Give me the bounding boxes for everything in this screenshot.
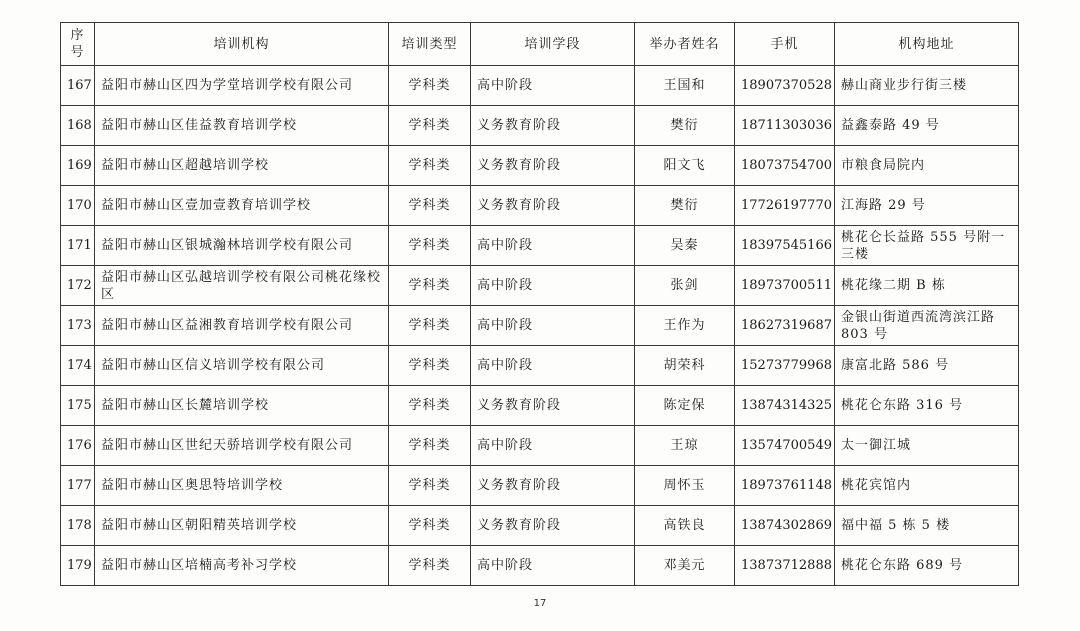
cell-organizer: 胡荣科 <box>635 346 735 386</box>
table-row <box>61 266 1019 306</box>
cell-address: 太一御江城 <box>835 426 1019 466</box>
table-row <box>61 426 1019 466</box>
cell-seq: 179 <box>61 546 95 586</box>
cell-phone: 18973700511 <box>735 266 835 306</box>
cell-address: 桃花仑长益路 555 号附一三楼 <box>835 226 1019 266</box>
cell-organizer: 阳文飞 <box>635 146 735 186</box>
cell-institution: 益阳市赫山区培楠高考补习学校 <box>95 546 389 586</box>
cell-seq: 177 <box>61 466 95 506</box>
cell-stage: 义务教育阶段 <box>471 386 635 426</box>
cell-address: 赫山商业步行街三楼 <box>835 66 1019 106</box>
cell-stage: 义务教育阶段 <box>471 186 635 226</box>
cell-organizer: 王作为 <box>635 306 735 346</box>
page-number: 17 <box>533 598 547 609</box>
header-address: 机构地址 <box>835 23 1019 66</box>
cell-seq: 170 <box>61 186 95 226</box>
cell-type: 学科类 <box>389 506 471 546</box>
table-row <box>61 186 1019 226</box>
cell-organizer: 王国和 <box>635 66 735 106</box>
cell-institution: 益阳市赫山区世纪天骄培训学校有限公司 <box>95 426 389 466</box>
cell-stage: 义务教育阶段 <box>471 106 635 146</box>
cell-phone: 13874302869 <box>735 506 835 546</box>
cell-type: 学科类 <box>389 546 471 586</box>
cell-organizer: 邓美元 <box>635 546 735 586</box>
cell-phone: 13874314325 <box>735 386 835 426</box>
cell-stage: 高中阶段 <box>471 546 635 586</box>
cell-address: 桃花仑东路 689 号 <box>835 546 1019 586</box>
cell-seq: 175 <box>61 386 95 426</box>
cell-organizer: 樊衍 <box>635 186 735 226</box>
table-row <box>61 306 1019 346</box>
cell-type: 学科类 <box>389 426 471 466</box>
cell-address: 市粮食局院内 <box>835 146 1019 186</box>
cell-stage: 高中阶段 <box>471 226 635 266</box>
header-organizer: 举办者姓名 <box>635 23 735 66</box>
cell-phone: 18397545166 <box>735 226 835 266</box>
cell-phone: 17726197770 <box>735 186 835 226</box>
cell-institution: 益阳市赫山区银城瀚林培训学校有限公司 <box>95 226 389 266</box>
cell-organizer: 王琼 <box>635 426 735 466</box>
cell-type: 学科类 <box>389 226 471 266</box>
cell-organizer: 樊衍 <box>635 106 735 146</box>
cell-stage: 高中阶段 <box>471 346 635 386</box>
cell-seq: 173 <box>61 306 95 346</box>
cell-address: 桃花仑东路 316 号 <box>835 386 1019 426</box>
cell-type: 学科类 <box>389 106 471 146</box>
cell-phone: 18711303036 <box>735 106 835 146</box>
cell-seq: 169 <box>61 146 95 186</box>
cell-institution: 益阳市赫山区朝阳精英培训学校 <box>95 506 389 546</box>
cell-address: 福中福 5 栋 5 楼 <box>835 506 1019 546</box>
cell-stage: 高中阶段 <box>471 306 635 346</box>
table-row <box>61 146 1019 186</box>
cell-institution: 益阳市赫山区弘越培训学校有限公司桃花缘校区 <box>95 266 389 306</box>
cell-organizer: 陈定保 <box>635 386 735 426</box>
cell-type: 学科类 <box>389 466 471 506</box>
cell-type: 学科类 <box>389 386 471 426</box>
cell-seq: 172 <box>61 266 95 306</box>
cell-institution: 益阳市赫山区长麓培训学校 <box>95 386 389 426</box>
table-body <box>61 66 1019 586</box>
cell-address: 桃花宾馆内 <box>835 466 1019 506</box>
cell-institution: 益阳市赫山区四为学堂培训学校有限公司 <box>95 66 389 106</box>
cell-stage: 义务教育阶段 <box>471 466 635 506</box>
cell-stage: 义务教育阶段 <box>471 146 635 186</box>
header-seq: 序号 <box>61 23 95 66</box>
cell-stage: 高中阶段 <box>471 266 635 306</box>
cell-seq: 168 <box>61 106 95 146</box>
header-type: 培训类型 <box>389 23 471 66</box>
table-row <box>61 226 1019 266</box>
table-row <box>61 546 1019 586</box>
cell-type: 学科类 <box>389 66 471 106</box>
table-row <box>61 346 1019 386</box>
header-institution: 培训机构 <box>95 23 389 66</box>
cell-organizer: 张剑 <box>635 266 735 306</box>
table-row <box>61 106 1019 146</box>
cell-phone: 15273779968 <box>735 346 835 386</box>
header-stage: 培训学段 <box>471 23 635 66</box>
cell-phone: 18907370528 <box>735 66 835 106</box>
cell-stage: 义务教育阶段 <box>471 506 635 546</box>
cell-seq: 176 <box>61 426 95 466</box>
cell-type: 学科类 <box>389 306 471 346</box>
cell-institution: 益阳市赫山区超越培训学校 <box>95 146 389 186</box>
cell-phone: 18073754700 <box>735 146 835 186</box>
table-header-row <box>61 23 1019 66</box>
cell-organizer: 周怀玉 <box>635 466 735 506</box>
cell-seq: 174 <box>61 346 95 386</box>
cell-institution: 益阳市赫山区益湘教育培训学校有限公司 <box>95 306 389 346</box>
cell-seq: 171 <box>61 226 95 266</box>
cell-institution: 益阳市赫山区信义培训学校有限公司 <box>95 346 389 386</box>
cell-stage: 高中阶段 <box>471 426 635 466</box>
cell-type: 学科类 <box>389 146 471 186</box>
cell-seq: 178 <box>61 506 95 546</box>
cell-phone: 18627319687 <box>735 306 835 346</box>
header-phone: 手机 <box>735 23 835 66</box>
cell-address: 江海路 29 号 <box>835 186 1019 226</box>
cell-address: 桃花缘二期 B 栋 <box>835 266 1019 306</box>
cell-phone: 13574700549 <box>735 426 835 466</box>
cell-institution: 益阳市赫山区佳益教育培训学校 <box>95 106 389 146</box>
table-row <box>61 506 1019 546</box>
cell-organizer: 高铁良 <box>635 506 735 546</box>
cell-phone: 18973761148 <box>735 466 835 506</box>
table-row <box>61 66 1019 106</box>
table-row <box>61 466 1019 506</box>
cell-address: 益鑫泰路 49 号 <box>835 106 1019 146</box>
cell-organizer: 吴秦 <box>635 226 735 266</box>
table-row <box>61 386 1019 426</box>
cell-institution: 益阳市赫山区壹加壹教育培训学校 <box>95 186 389 226</box>
cell-seq: 167 <box>61 66 95 106</box>
cell-type: 学科类 <box>389 266 471 306</box>
cell-type: 学科类 <box>389 346 471 386</box>
cell-phone: 13873712888 <box>735 546 835 586</box>
cell-stage: 高中阶段 <box>471 66 635 106</box>
training-institution-table <box>60 22 1019 586</box>
cell-address: 金银山街道西流湾滨江路 803 号 <box>835 306 1019 346</box>
cell-type: 学科类 <box>389 186 471 226</box>
cell-address: 康富北路 586 号 <box>835 346 1019 386</box>
cell-institution: 益阳市赫山区奥思特培训学校 <box>95 466 389 506</box>
